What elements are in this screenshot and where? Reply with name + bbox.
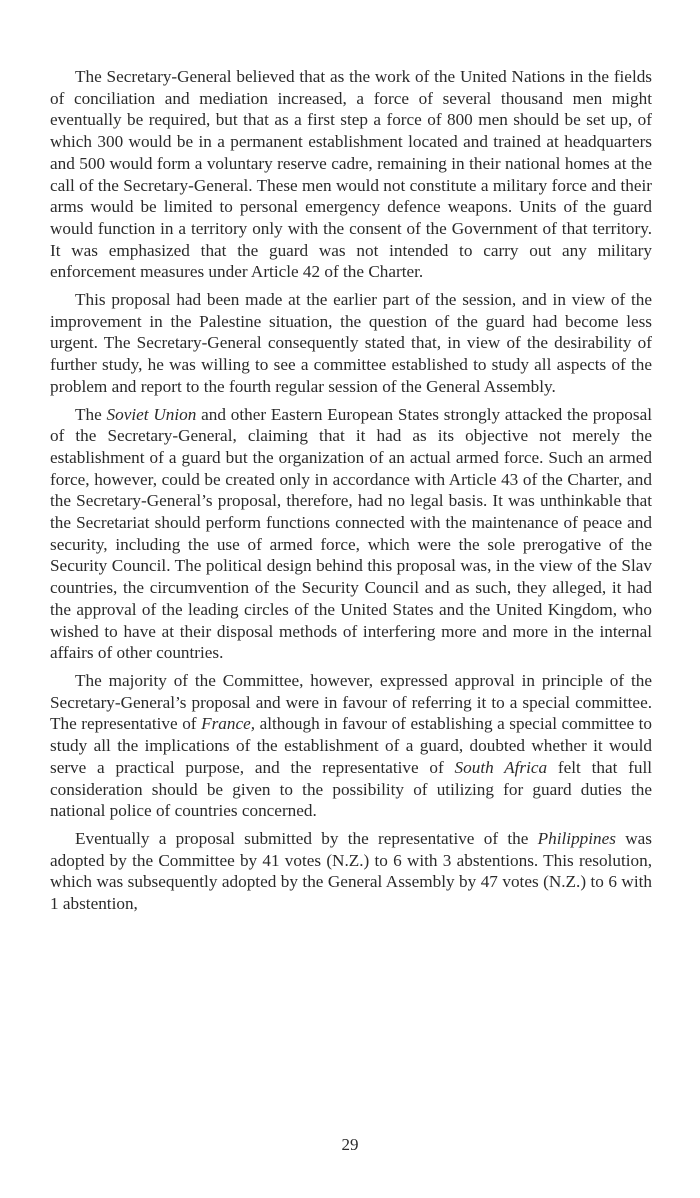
text-segment: The majority of the Committee, however, expressed approval in principle of the Secretary-General’s proposal and were in favour of referring it to a special committee. The representative of [50,670,652,734]
text-segment: and other Eastern European States strongly attacked the proposal of the Secretary-General, claiming that it had as its objective not merely the establishment of a guard but the organization of an actual armed force. Such an armed force, however, could be created only in accordance with Article 43 of the Charter, and the Secretary-General’s proposal, therefore, had no legal basis. It was unthinkable that the Secretariat should perform functions connected with the maintenance of peace and security, including the use of armed force, which were the sole prerogative of the Security Council. The political design behind this proposal was, in the view of the Slav countries, the circumvention of the Security Council and as such, they alleged, it had the approval of the leading circles of the United States and the United Kingdom, who wished to have at their disposal methods of interfering more and more in the internal affairs of other countries. [50,404,652,663]
text-segment: although in favour of establishing a special committee to study all the implications of the establishment of a guard, doubted whether it would serve a practical purpose, and the representative of [50,714,652,777]
italic-text-segment: France, [201,714,256,734]
paragraph-guard-proposal [50,66,652,283]
italic-text-segment: Philippines [537,828,616,848]
paragraph-soviet-objection [50,404,652,664]
text-segment: The Secretary-General believed that as the work of the United Nations in the fields of conciliation and mediation increased, a force of several thousand men might eventually be required, but that as a first step a force of 800 men should be set up, of which 300 would be in a permanent establishment located and trained at headquarters and 500 would form a voluntary reserve cadre, remaining in their national homes at the call of the Secretary-General. These men would not constitute a military force and their arms would be limited to personal emergency defence weapons. Units of the guard would function in a territory only with the consent of the Government of that territory. It was emphasized that the guard was not intended to carry out any military enforcement measures under Article 42 of the Charter. [50,67,652,282]
paragraph-philippines-resolution [50,828,652,915]
text-segment: was adopted by the Committee by 41 votes (N.Z.) to 6 with 3 abstentions. This resolution, which was subsequently adopted by the General Assembly by 47 votes (N.Z.) to 6 with 1 abstention, [50,828,652,914]
document-body [50,66,652,921]
page-number: 29 [341,1135,359,1154]
text-segment: felt that full consideration should be given to the possibility of utilizing for guard duties the national police of countries concerned. [50,757,653,821]
text-segment: The [75,404,107,424]
italic-text-segment: South Africa [454,757,548,777]
paragraph-committee-study [50,289,652,398]
text-segment: This proposal had been made at the earlier part of the session, and in view of the improvement in the Palestine situation, the question of the guard had become less urgent. The Secretary-General consequently stated that, in view of the desirability of further study, he was willing to see a committee established to study all aspects of the problem and report to the fourth regular session of the General Assembly. [50,290,652,396]
text-segment: Eventually a proposal submitted by the representative of the [75,828,538,848]
paragraph-majority-approval [50,670,652,822]
italic-text-segment: Soviet Union [106,404,197,424]
